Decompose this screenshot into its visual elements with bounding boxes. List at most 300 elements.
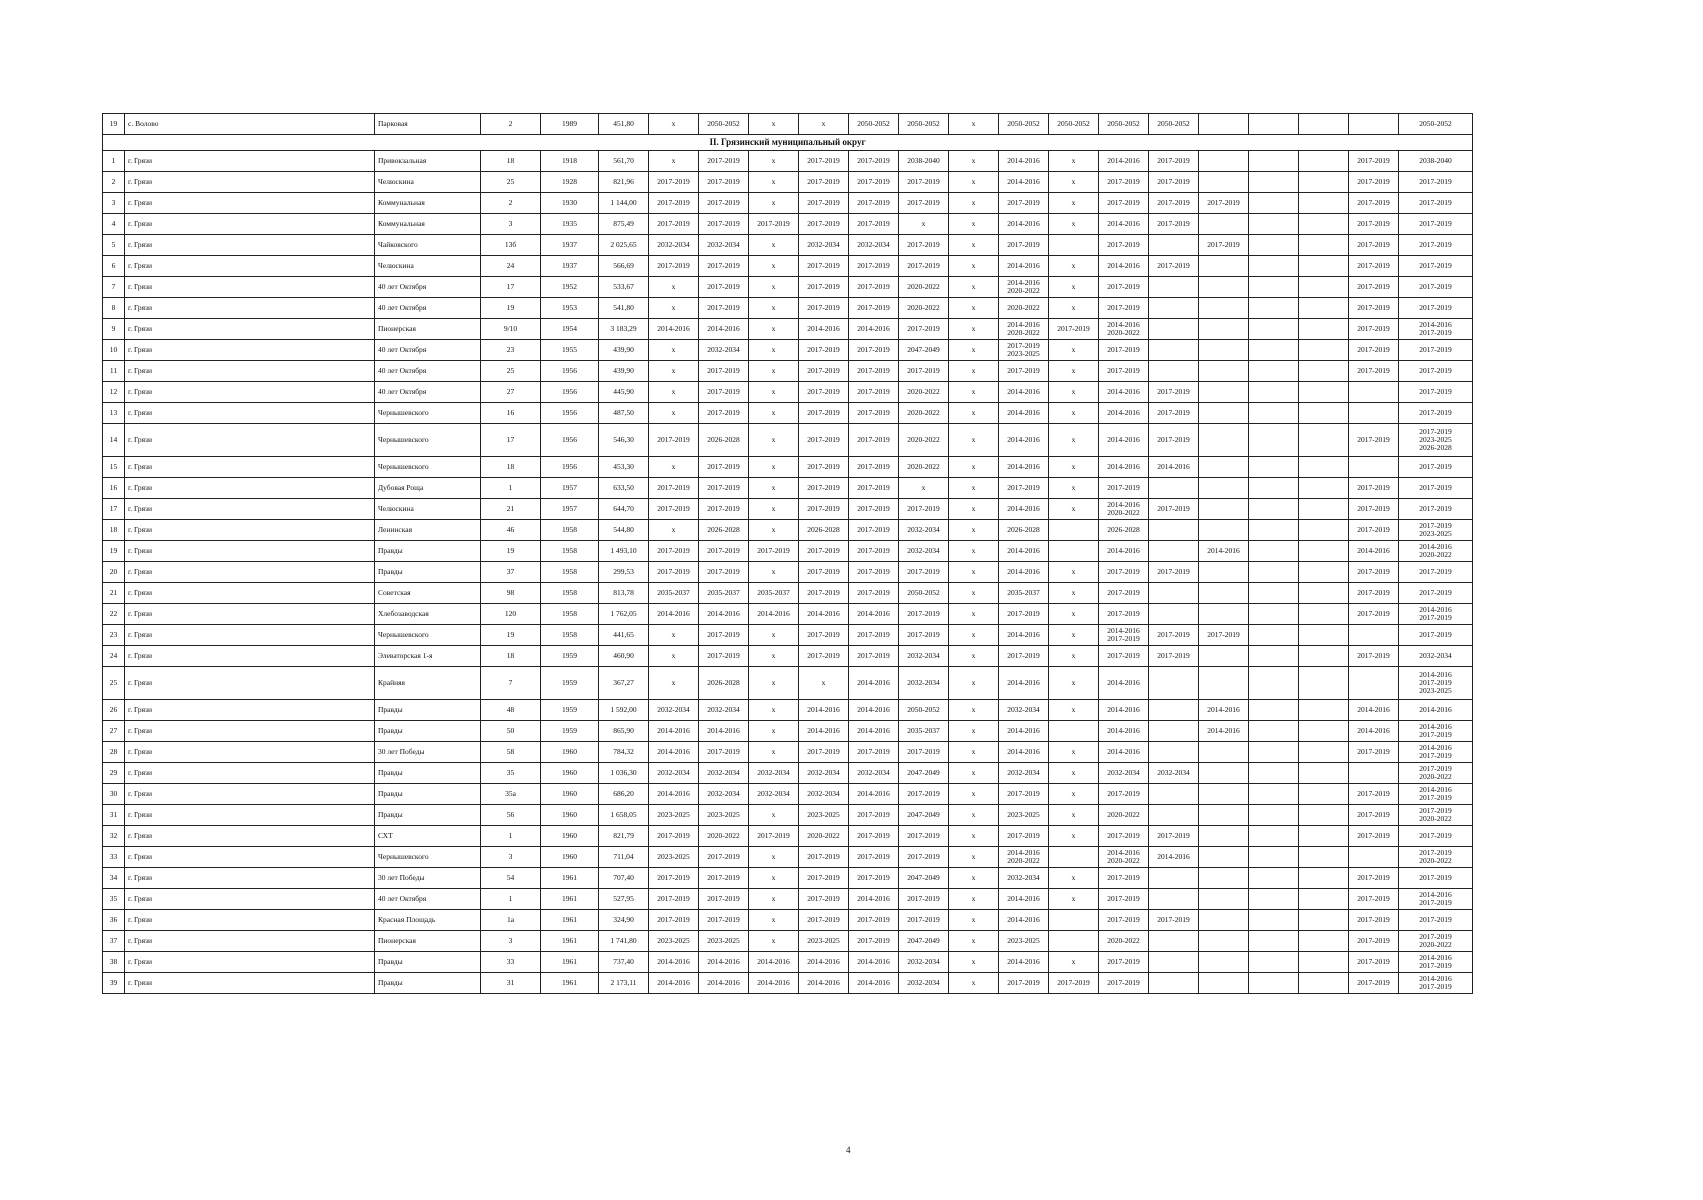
cell-work-extra-2 [1199,763,1249,784]
cell-house-number: 58 [481,742,541,763]
cell-work-sewage: 2014-2016 [1099,424,1149,457]
cell-work-sewage: 2014-2016 2020-2022 [1099,499,1149,520]
cell-work-extra-6: 2017-2019 [1399,826,1473,847]
cell-work-extra-4 [1299,193,1349,214]
cell-build-year: 1956 [541,361,599,382]
cell-work-heating: 2017-2019 [799,361,849,382]
cell-work-extra-3 [1249,151,1299,172]
cell-work-electricity: 2023-2025 [999,805,1049,826]
cell-row-number: 10 [103,340,125,361]
cell-work-basement: x [749,520,799,541]
cell-work-water-cold: 2032-2034 [849,235,899,256]
cell-work-facade: 2032-2034 [699,784,749,805]
cell-work-elevator: x [1049,868,1099,889]
cell-work-facade: 2017-2019 [699,403,749,424]
cell-work-extra-2: 2017-2019 [1199,235,1249,256]
cell-work-extra-4 [1299,382,1349,403]
cell-work-water-hot: 2020-2022 [899,403,949,424]
cell-work-water-hot: 2047-2049 [899,340,949,361]
cell-work-water-hot: 2017-2019 [899,361,949,382]
cell-work-sewage: 2017-2019 [1099,889,1149,910]
table-row [103,583,1473,604]
cell-work-roof: 2017-2019 [649,562,699,583]
cell-work-basement: 2014-2016 [749,952,799,973]
cell-work-extra-4 [1299,826,1349,847]
table-row [103,382,1473,403]
cell-work-facade: 2035-2037 [699,583,749,604]
cell-work-roof: 2017-2019 [649,193,699,214]
cell-area: 460,90 [599,646,649,667]
cell-work-roof: x [649,151,699,172]
cell-work-extra-6: 2017-2019 [1399,382,1473,403]
cell-work-extra-4 [1299,784,1349,805]
cell-work-heating: 2017-2019 [799,403,849,424]
cell-work-extra-3 [1249,172,1299,193]
cell-work-extra-2 [1199,742,1249,763]
cell-work-extra-3 [1249,424,1299,457]
cell-work-extra-5: 2017-2019 [1349,805,1399,826]
cell-build-year: 1937 [541,256,599,277]
cell-house-number: 1 [481,889,541,910]
cell-work-gas: x [949,277,999,298]
cell-settlement: г. Грязи [125,700,375,721]
cell-work-extra-4 [1299,403,1349,424]
cell-work-facade: 2017-2019 [699,562,749,583]
cell-row-number: 24 [103,646,125,667]
cell-area: 1 493,10 [599,541,649,562]
cell-work-heating: 2023-2025 [799,931,849,952]
cell-work-water-cold: 2014-2016 [849,700,899,721]
cell-build-year: 1958 [541,604,599,625]
cell-work-electricity: 2014-2016 [999,742,1049,763]
cell-work-elevator: x [1049,256,1099,277]
cell-row-number: 9 [103,319,125,340]
cell-work-water-cold: 2014-2016 [849,889,899,910]
cell-area: 1 144,00 [599,193,649,214]
cell-work-extra-4 [1299,604,1349,625]
cell-work-extra-1: 2014-2016 [1149,457,1199,478]
cell-work-gas: x [949,256,999,277]
cell-work-sewage: 2017-2019 [1099,646,1149,667]
cell-work-extra-2 [1199,667,1249,700]
table-row [103,742,1473,763]
cell-work-heating: 2014-2016 [799,319,849,340]
cell-work-extra-4 [1299,868,1349,889]
cell-settlement: г. Грязи [125,256,375,277]
cell-work-roof: 2014-2016 [649,973,699,994]
cell-work-basement: x [749,298,799,319]
cell-work-electricity: 2032-2034 [999,700,1049,721]
cell-work-extra-4 [1299,562,1349,583]
cell-work-basement: x [749,193,799,214]
cell-settlement: г. Грязи [125,361,375,382]
cell-work-facade: 2017-2019 [699,457,749,478]
cell-work-water-cold: 2017-2019 [849,742,899,763]
cell-work-basement: x [749,910,799,931]
cell-work-extra-1 [1149,361,1199,382]
cell-work-extra-2 [1199,214,1249,235]
cell-work-electricity: 2017-2019 [999,604,1049,625]
cell-work-facade: 2014-2016 [699,721,749,742]
table-row [103,235,1473,256]
cell-work-heating: 2014-2016 [799,952,849,973]
cell-work-extra-1: 2017-2019 [1149,403,1199,424]
cell-work-extra-2 [1199,499,1249,520]
table-row [103,403,1473,424]
cell-work-extra-2 [1199,403,1249,424]
cell-work-extra-5: 2017-2019 [1349,340,1399,361]
cell-work-water-cold: 2017-2019 [849,172,899,193]
cell-row-number: 3 [103,193,125,214]
cell-street: 40 лет Октября [375,277,481,298]
cell-work-extra-3 [1249,193,1299,214]
cell-work-sewage: 2017-2019 [1099,868,1149,889]
cell-work-extra-2 [1199,340,1249,361]
cell-house-number: 37 [481,562,541,583]
cell-work-extra-1: 2017-2019 [1149,625,1199,646]
cell-build-year: 1961 [541,910,599,931]
cell-settlement: г. Грязи [125,478,375,499]
cell-work-basement: 2032-2034 [749,763,799,784]
cell-build-year: 1961 [541,931,599,952]
cell-work-extra-5: 2017-2019 [1349,361,1399,382]
cell-work-water-hot: 2017-2019 [899,235,949,256]
cell-work-extra-4 [1299,151,1349,172]
cell-work-facade: 2023-2025 [699,805,749,826]
cell-work-extra-6: 2014-2016 2017-2019 2023-2025 [1399,667,1473,700]
cell-work-basement: 2035-2037 [749,583,799,604]
cell-work-extra-4 [1299,541,1349,562]
cell-work-extra-5: 2014-2016 [1349,721,1399,742]
cell-work-basement: x [749,562,799,583]
cell-work-facade: 2014-2016 [699,319,749,340]
cell-house-number: 18 [481,151,541,172]
cell-settlement: г. Грязи [125,340,375,361]
cell-area: 451,80 [599,114,649,135]
cell-work-gas: x [949,763,999,784]
cell-work-extra-2 [1199,973,1249,994]
cell-work-extra-1: 2017-2019 [1149,193,1199,214]
cell-work-electricity: 2014-2016 [999,172,1049,193]
cell-work-basement: x [749,625,799,646]
cell-house-number: 16 [481,403,541,424]
cell-work-sewage: 2017-2019 [1099,826,1149,847]
cell-settlement: г. Грязи [125,805,375,826]
cell-work-heating: 2032-2034 [799,235,849,256]
cell-work-extra-5: 2017-2019 [1349,826,1399,847]
cell-work-electricity: 2026-2028 [999,520,1049,541]
cell-work-extra-4 [1299,172,1349,193]
cell-work-extra-5: 2017-2019 [1349,868,1399,889]
table-row [103,114,1473,135]
cell-work-facade: 2023-2025 [699,931,749,952]
cell-work-heating: 2017-2019 [799,382,849,403]
cell-settlement: г. Грязи [125,214,375,235]
cell-work-extra-2 [1199,361,1249,382]
cell-work-roof: 2014-2016 [649,784,699,805]
cell-work-heating: 2017-2019 [799,646,849,667]
cell-work-electricity: 2014-2016 [999,151,1049,172]
cell-area: 711,04 [599,847,649,868]
cell-build-year: 1960 [541,784,599,805]
cell-work-basement: x [749,457,799,478]
cell-row-number: 15 [103,457,125,478]
cell-build-year: 1928 [541,172,599,193]
cell-work-heating: 2017-2019 [799,214,849,235]
cell-work-extra-6: 2017-2019 [1399,277,1473,298]
cell-build-year: 1989 [541,114,599,135]
cell-work-water-hot: 2020-2022 [899,424,949,457]
cell-work-roof: 2035-2037 [649,583,699,604]
cell-work-extra-3 [1249,625,1299,646]
cell-work-gas: x [949,784,999,805]
cell-work-gas: x [949,403,999,424]
cell-work-facade: 2017-2019 [699,151,749,172]
cell-work-water-hot: 2035-2037 [899,721,949,742]
table-row [103,667,1473,700]
cell-row-number: 36 [103,910,125,931]
cell-work-extra-1 [1149,784,1199,805]
cell-work-facade: 2017-2019 [699,646,749,667]
cell-settlement: г. Грязи [125,403,375,424]
cell-work-extra-5: 2017-2019 [1349,973,1399,994]
cell-work-extra-5: 2017-2019 [1349,520,1399,541]
cell-street: Чернышевского [375,403,481,424]
cell-row-number: 18 [103,520,125,541]
cell-work-basement: x [749,114,799,135]
cell-work-facade: 2017-2019 [699,625,749,646]
cell-work-extra-2 [1199,382,1249,403]
cell-work-extra-4 [1299,319,1349,340]
table-row [103,214,1473,235]
cell-work-electricity: 2014-2016 [999,721,1049,742]
cell-work-gas: x [949,499,999,520]
cell-work-extra-4 [1299,256,1349,277]
cell-work-basement: x [749,151,799,172]
cell-area: 821,79 [599,826,649,847]
cell-work-extra-3 [1249,646,1299,667]
cell-work-extra-2 [1199,319,1249,340]
cell-work-gas: x [949,114,999,135]
cell-work-extra-1 [1149,541,1199,562]
cell-work-extra-1: 2017-2019 [1149,214,1199,235]
cell-work-extra-2 [1199,910,1249,931]
cell-street: Привокзальная [375,151,481,172]
cell-work-extra-4 [1299,646,1349,667]
cell-work-roof: 2017-2019 [649,910,699,931]
cell-work-basement: x [749,847,799,868]
cell-street: 40 лет Октября [375,298,481,319]
cell-work-extra-6: 2017-2019 [1399,403,1473,424]
cell-area: 3 183,29 [599,319,649,340]
cell-work-extra-5: 2017-2019 [1349,889,1399,910]
cell-area: 865,90 [599,721,649,742]
cell-street: 30 лет Победы [375,742,481,763]
cell-work-extra-4 [1299,114,1349,135]
cell-house-number: 98 [481,583,541,604]
cell-work-gas: x [949,847,999,868]
cell-work-electricity: 2017-2019 2023-2025 [999,340,1049,361]
cell-work-extra-4 [1299,340,1349,361]
cell-work-electricity: 2020-2022 [999,298,1049,319]
cell-work-water-cold: 2017-2019 [849,520,899,541]
cell-street: 40 лет Октября [375,361,481,382]
cell-work-heating: 2017-2019 [799,457,849,478]
cell-settlement: г. Грязи [125,235,375,256]
table-row [103,499,1473,520]
cell-work-extra-5: 2017-2019 [1349,931,1399,952]
cell-build-year: 1961 [541,889,599,910]
cell-area: 544,80 [599,520,649,541]
cell-street: Элеваторская 1-я [375,646,481,667]
cell-work-water-hot: 2020-2022 [899,382,949,403]
cell-row-number: 2 [103,172,125,193]
cell-work-electricity: 2014-2016 [999,403,1049,424]
cell-build-year: 1955 [541,340,599,361]
cell-work-sewage: 2014-2016 2020-2022 [1099,319,1149,340]
cell-build-year: 1959 [541,646,599,667]
cell-work-extra-2 [1199,646,1249,667]
cell-work-extra-3 [1249,499,1299,520]
cell-work-heating: 2017-2019 [799,742,849,763]
cell-work-extra-1: 2017-2019 [1149,256,1199,277]
cell-work-basement: 2017-2019 [749,826,799,847]
cell-work-facade: 2032-2034 [699,700,749,721]
cell-work-facade: 2017-2019 [699,889,749,910]
cell-area: 821,96 [599,172,649,193]
cell-build-year: 1953 [541,298,599,319]
cell-work-extra-6: 2017-2019 2023-2025 2026-2028 [1399,424,1473,457]
cell-work-water-hot: 2017-2019 [899,742,949,763]
cell-work-extra-4 [1299,520,1349,541]
cell-work-water-hot: 2017-2019 [899,499,949,520]
cell-row-number: 22 [103,604,125,625]
cell-work-extra-4 [1299,910,1349,931]
cell-row-number: 26 [103,700,125,721]
cell-work-elevator: x [1049,193,1099,214]
cell-work-extra-6: 2032-2034 [1399,646,1473,667]
cell-work-water-hot: 2050-2052 [899,114,949,135]
rows-section-2 [103,151,1473,994]
cell-work-basement: x [749,667,799,700]
cell-street: Правды [375,784,481,805]
cell-work-water-cold: 2014-2016 [849,973,899,994]
cell-settlement: г. Грязи [125,499,375,520]
cell-work-gas: x [949,604,999,625]
cell-work-extra-6: 2017-2019 2020-2022 [1399,763,1473,784]
cell-work-facade: 2017-2019 [699,172,749,193]
cell-area: 533,67 [599,277,649,298]
cell-settlement: г. Грязи [125,847,375,868]
cell-row-number: 28 [103,742,125,763]
cell-work-gas: x [949,625,999,646]
cell-house-number: 21 [481,499,541,520]
cell-work-roof: 2017-2019 [649,499,699,520]
cell-work-water-hot: 2017-2019 [899,562,949,583]
cell-work-roof: 2014-2016 [649,604,699,625]
cell-work-roof: 2032-2034 [649,235,699,256]
cell-work-extra-1 [1149,931,1199,952]
cell-work-gas: x [949,382,999,403]
cell-work-water-cold: 2014-2016 [849,952,899,973]
cell-work-heating: 2017-2019 [799,193,849,214]
cell-build-year: 1960 [541,742,599,763]
cell-street: 30 лет Победы [375,868,481,889]
cell-work-heating: 2017-2019 [799,583,849,604]
cell-work-gas: x [949,742,999,763]
cell-build-year: 1960 [541,826,599,847]
cell-work-facade: 2026-2028 [699,667,749,700]
cell-house-number: 33 [481,952,541,973]
cell-work-elevator [1049,847,1099,868]
cell-work-extra-3 [1249,403,1299,424]
cell-build-year: 1961 [541,973,599,994]
cell-work-elevator: x [1049,700,1099,721]
cell-work-roof: 2032-2034 [649,763,699,784]
cell-work-sewage: 2017-2019 [1099,784,1149,805]
cell-work-extra-6: 2017-2019 [1399,562,1473,583]
cell-work-extra-6: 2017-2019 [1399,478,1473,499]
cell-work-heating: 2026-2028 [799,520,849,541]
cell-work-roof: x [649,457,699,478]
cell-row-number: 16 [103,478,125,499]
cell-work-sewage: 2017-2019 [1099,361,1149,382]
cell-work-extra-3 [1249,214,1299,235]
cell-work-gas: x [949,214,999,235]
cell-work-basement: 2014-2016 [749,973,799,994]
cell-work-facade: 2017-2019 [699,478,749,499]
cell-work-electricity: 2014-2016 [999,541,1049,562]
cell-work-water-cold: 2017-2019 [849,847,899,868]
cell-work-sewage: 2014-2016 [1099,700,1149,721]
cell-work-extra-6: 2014-2016 2017-2019 [1399,784,1473,805]
cell-work-roof: 2017-2019 [649,541,699,562]
cell-work-elevator: x [1049,172,1099,193]
cell-work-heating: 2014-2016 [799,721,849,742]
cell-work-extra-3 [1249,847,1299,868]
cell-work-facade: 2017-2019 [699,910,749,931]
cell-work-extra-5 [1349,763,1399,784]
cell-work-elevator [1049,541,1099,562]
cell-work-sewage: 2014-2016 [1099,403,1149,424]
cell-build-year: 1960 [541,805,599,826]
cell-row-number: 27 [103,721,125,742]
cell-work-elevator: x [1049,361,1099,382]
cell-work-elevator [1049,910,1099,931]
cell-work-extra-3 [1249,457,1299,478]
cell-work-electricity: 2050-2052 [999,114,1049,135]
cell-work-electricity: 2017-2019 [999,235,1049,256]
cell-house-number: 56 [481,805,541,826]
cell-build-year: 1959 [541,721,599,742]
cell-work-heating: 2017-2019 [799,541,849,562]
cell-street: Чернышевского [375,424,481,457]
cell-work-water-hot: 2032-2034 [899,541,949,562]
cell-work-extra-4 [1299,424,1349,457]
cell-work-water-hot: 2020-2022 [899,277,949,298]
cell-work-extra-1: 2014-2016 [1149,847,1199,868]
cell-work-extra-2 [1199,805,1249,826]
cell-work-roof: x [649,625,699,646]
cell-work-electricity: 2017-2019 [999,478,1049,499]
cell-work-roof: x [649,667,699,700]
table-row [103,910,1473,931]
cell-row-number: 34 [103,868,125,889]
table-row [103,541,1473,562]
cell-work-extra-5: 2017-2019 [1349,562,1399,583]
cell-area: 453,30 [599,457,649,478]
cell-work-electricity: 2023-2025 [999,931,1049,952]
